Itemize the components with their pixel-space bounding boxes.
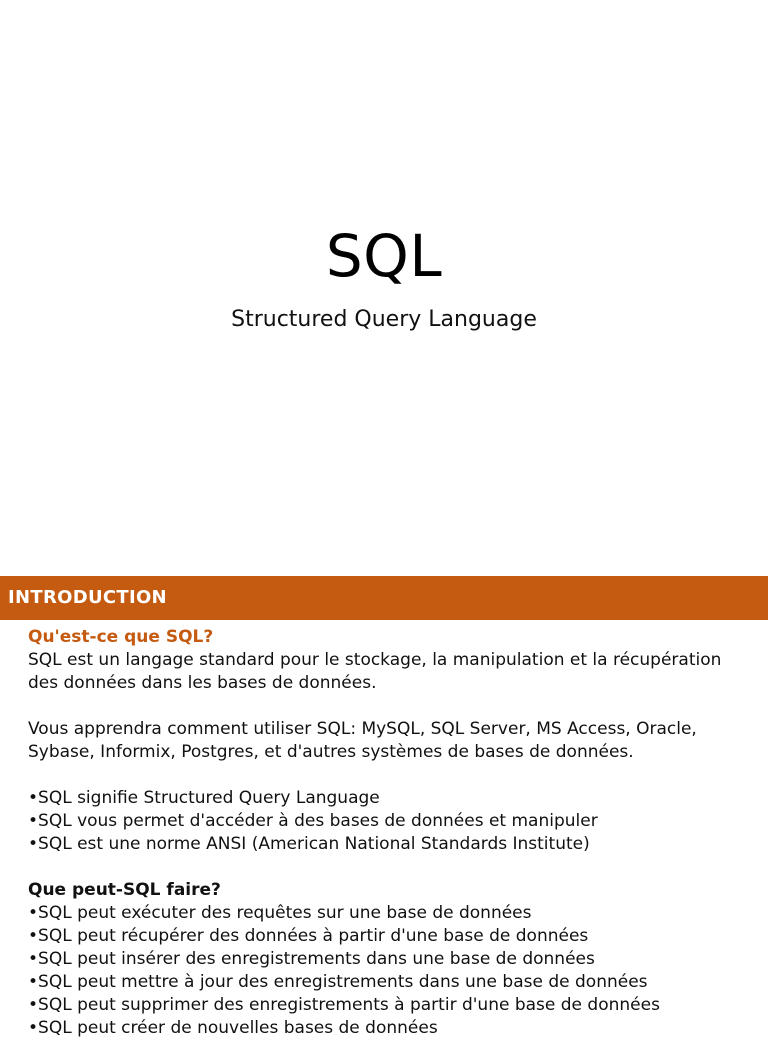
bullet-item: •SQL peut supprimer des enregistrements à partir d'une base de données: [28, 995, 660, 1015]
what-can-sql-do-heading: Que peut-SQL faire?: [28, 880, 221, 900]
paragraph-spacer: [28, 695, 758, 718]
bullet-item: •SQL vous permet d'accéder à des bases de données et manipuler: [28, 811, 598, 831]
introduction-slide: [0, 576, 768, 1038]
slide-title: SQL: [325, 222, 443, 290]
bullet-item: •SQL signifie Structured Query Language: [28, 788, 380, 808]
slide-content: [28, 626, 758, 1040]
bullet-item: •SQL peut mettre à jour des enregistrements dans une base de données: [28, 972, 648, 992]
definition-line-2: des données dans les bases de données.: [28, 673, 377, 693]
definition-line-1: SQL est un langage standard pour le stockage, la manipulation et la récupération: [28, 650, 722, 670]
systems-line-1: Vous apprendra comment utiliser SQL: MySQL, SQL Server, MS Access, Oracle,: [28, 719, 697, 739]
bullet-item: •SQL est une norme ANSI (American National Standards Institute): [28, 834, 590, 854]
paragraph-spacer: [28, 764, 758, 787]
what-is-sql-heading: Qu'est-ce que SQL?: [28, 627, 214, 647]
bullet-item: •SQL peut insérer des enregistrements dans une base de données: [28, 949, 595, 969]
section-banner: [0, 576, 768, 620]
paragraph-spacer: [28, 856, 758, 879]
banner-title: INTRODUCTION: [8, 587, 167, 608]
systems-line-2: Sybase, Informix, Postgres, et d'autres systèmes de bases de données.: [28, 742, 634, 762]
bullet-item: •SQL peut créer de nouvelles bases de données: [28, 1018, 438, 1038]
bullet-item: •SQL peut exécuter des requêtes sur une base de données: [28, 903, 532, 923]
slide-subtitle: Structured Query Language: [231, 307, 537, 332]
bullet-item: •SQL peut récupérer des données à partir d'une base de données: [28, 926, 589, 946]
